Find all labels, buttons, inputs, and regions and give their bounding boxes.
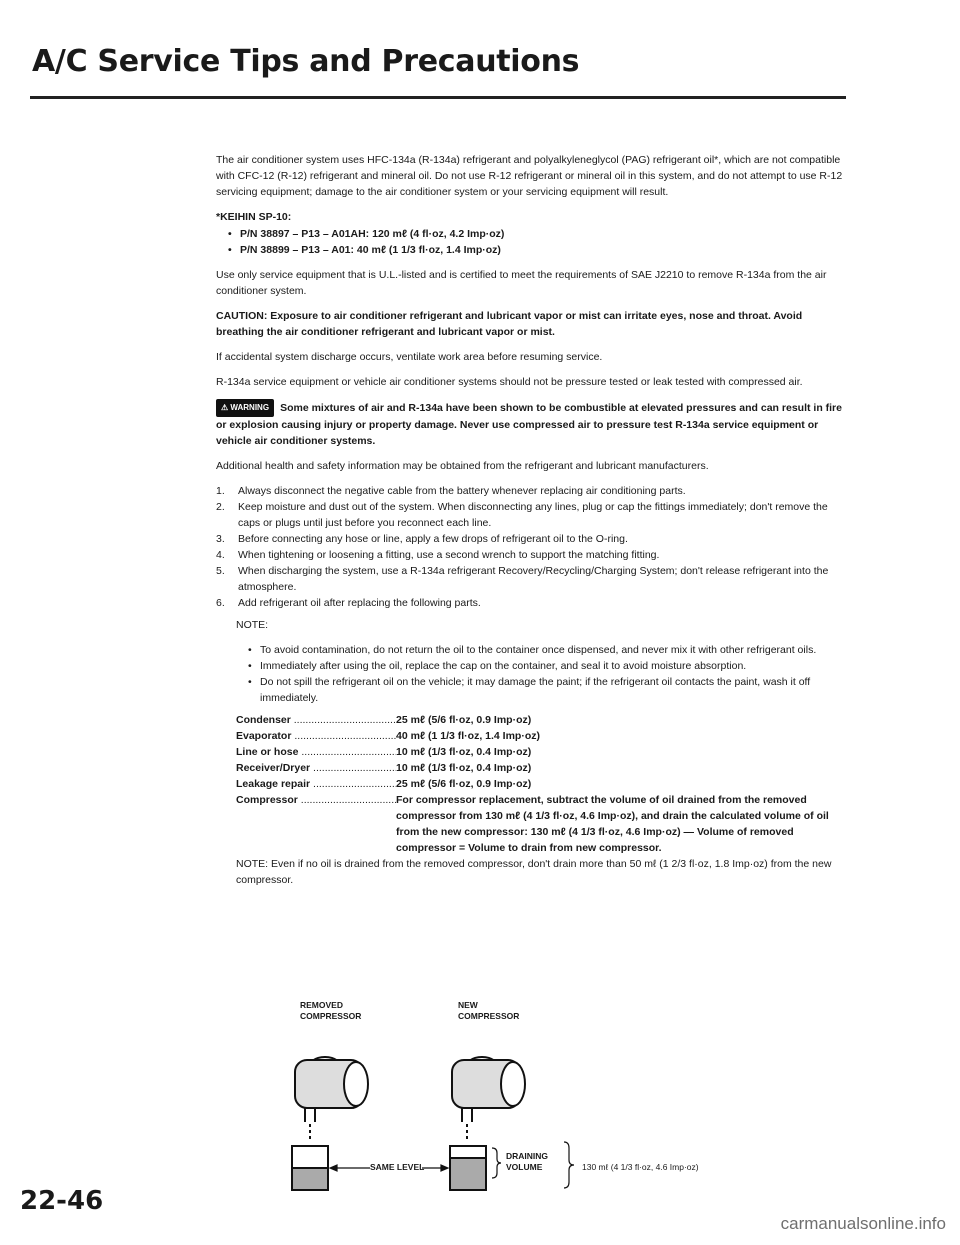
step-item (216, 483, 846, 499)
capacity-row (236, 744, 846, 760)
warning-paragraph (216, 399, 846, 449)
step-item (216, 499, 846, 531)
capacity-value: 40 mℓ (1 1/3 fl·oz, 1.4 Imp·oz) (396, 730, 540, 742)
keihin-item: • P/N 38897 – P13 – A01AH: 120 mℓ (4 fl·oz, 4.2 Imp·oz) (230, 226, 846, 242)
certified-equipment-paragraph: Use only service equipment that is U.L.-listed and is certified to meet the requirements of SAE J2210 to remove R-134a from the air conditioner system. (216, 269, 827, 297)
removed-compressor-icon (295, 1057, 368, 1140)
accidental-discharge-paragraph: If accidental system discharge occurs, ventilate work area before resuming service. (216, 351, 603, 363)
step-number: 3. (216, 533, 225, 545)
page-number: 22-46 (20, 1186, 104, 1216)
step-number: 5. (216, 565, 225, 577)
step-text: Before connecting any hose or line, apply a few drops of refrigerant oil to the O-ring. (238, 533, 628, 545)
capacity-value: 25 mℓ (5/6 fl·oz, 0.9 Imp·oz) (396, 778, 532, 790)
capacity-part: Condenser ..... (236, 712, 396, 728)
caution-paragraph: CAUTION: Exposure to air conditioner refrigerant and lubricant vapor or mist can irritate eyes, nose and throat. Avoid breathing the air conditioner refrigerant and lubricant vapor or mist. (216, 310, 803, 338)
step-text: Add refrigerant oil after replacing the following parts. (238, 597, 481, 609)
step-item (216, 531, 846, 547)
step-item (216, 547, 846, 563)
new-compressor-icon (452, 1057, 525, 1140)
watermark: carmanualsonline.info (780, 1214, 946, 1233)
step-text: When tightening or loosening a fitting, use a second wrench to support the matching fitting. (238, 549, 660, 561)
capacity-part: Evaporator ..... (236, 728, 396, 744)
capacity-part: Leakage repair ..... (236, 776, 396, 792)
capacity-value: 25 mℓ (5/6 fl·oz, 0.9 Imp·oz) (396, 714, 532, 726)
capacity-value: For compressor replacement, subtract the volume of oil drained from the removed compressor from 130 mℓ (4 1/3 fl·oz, 4.6 Imp·oz), and drain the calculated volume of oil from the new compressor: 130 mℓ (4 1/3 fl·oz, 4.6 Imp·oz) — Volume of removed compressor = Volume to drain from new compressor. (396, 794, 829, 854)
capacity-row (236, 728, 846, 744)
capacity-row (236, 712, 846, 728)
new-compressor-label: NEW COMPRESSOR (458, 1000, 520, 1021)
step-text: Keep moisture and dust out of the system. When disconnecting any lines, plug or cap the fittings immediately; don't remove the caps or plugs until just before you reconnect each line. (238, 501, 828, 529)
capacity-value: 10 mℓ (1/3 fl·oz, 0.4 Imp·oz) (396, 746, 532, 758)
step-number: 4. (216, 549, 225, 561)
capacity-row (236, 792, 846, 856)
removed-oil-container-icon (292, 1146, 328, 1190)
compressor-oil-figure (270, 1000, 850, 1200)
note-item: • Do not spill the refrigerant oil on the vehicle; it may damage the paint; if the refrigerant oil contacts the paint, wash it off immediately. (250, 674, 846, 706)
oil-note (236, 617, 846, 706)
step-number: 1. (216, 485, 225, 497)
keihin-heading: *KEIHIN SP-10: (216, 211, 292, 223)
compressor-note: NOTE: Even if no oil is drained from the removed compressor, don't drain more than 50 mℓ (1 2/3 fl·oz, 1.8 Imp·oz) from the new compressor. (236, 858, 832, 886)
intro-paragraph: The air conditioner system uses HFC-134a (R-134a) refrigerant and polyalkyleneglycol (PAG) refrigerant oil*, which are not compatible with CFC-12 (R-12) refrigerant and mineral oil. Do not use R-12 refrigerant or mineral oil in this system, and do not attempt to use R-12 servicing equipment; damage to the air conditioner system or your servicing equipment will result. (216, 154, 843, 198)
step-item (216, 595, 846, 611)
document-body (216, 152, 846, 897)
compressor-diagram (270, 1000, 850, 1200)
new-oil-container-icon (450, 1146, 486, 1190)
step-number: 6. (216, 597, 225, 609)
note-item: • Immediately after using the oil, replace the cap on the container, and seal it to avoid moisture absorption. (250, 658, 846, 674)
step-text: Always disconnect the negative cable from the battery whenever replacing air conditioning parts. (238, 485, 686, 497)
warning-text: Some mixtures of air and R-134a have been shown to be combustible at elevated pressures and can result in fire or explosion causing injury or property damage. Never use compressed air to pressure test R-134a service equipment or vehicle air conditioner systems. (216, 402, 842, 447)
keihin-item: • P/N 38899 – P13 – A01: 40 mℓ (1 1/3 fl·oz, 1.4 Imp·oz) (230, 242, 846, 258)
capacity-row (236, 776, 846, 792)
same-level-label: SAME LEVEL (370, 1162, 425, 1172)
r134a-equipment-paragraph: R-134a service equipment or vehicle air conditioner systems should not be pressure tested or leak tested with compressed air. (216, 376, 803, 388)
draining-volume-value: 130 mℓ (4 1/3 fl·oz, 4.6 Imp·oz) (582, 1162, 699, 1172)
page-title: A/C Service Tips and Precautions (32, 44, 580, 79)
warning-badge: ⚠ WARNING (216, 399, 274, 417)
draining-volume-label: DRAINING VOLUME (506, 1151, 549, 1172)
oil-capacity-table (236, 712, 846, 888)
service-steps (216, 483, 846, 611)
removed-compressor-label: REMOVED COMPRESSOR (300, 1000, 362, 1021)
note-item: • To avoid contamination, do not return the oil to the container once dispensed, and never mix it with other refrigerant oils. (250, 642, 846, 658)
note-list (236, 642, 846, 706)
capacity-row (236, 760, 846, 776)
capacity-part: Receiver/Dryer ..... (236, 760, 396, 776)
step-text: When discharging the system, use a R-134a refrigerant Recovery/Recycling/Charging System; don't release refrigerant into the atmosphere. (238, 565, 829, 593)
capacity-part: Line or hose ..... (236, 744, 396, 760)
note-label: NOTE: (236, 619, 269, 631)
keihin-list (216, 226, 846, 258)
title-rule (30, 96, 846, 99)
capacity-value: 10 mℓ (1/3 fl·oz, 0.4 Imp·oz) (396, 762, 532, 774)
step-number: 2. (216, 501, 225, 513)
additional-info-paragraph: Additional health and safety information may be obtained from the refrigerant and lubricant manufacturers. (216, 460, 709, 472)
capacity-part: Compressor ..... (236, 792, 396, 808)
step-item (216, 563, 846, 595)
